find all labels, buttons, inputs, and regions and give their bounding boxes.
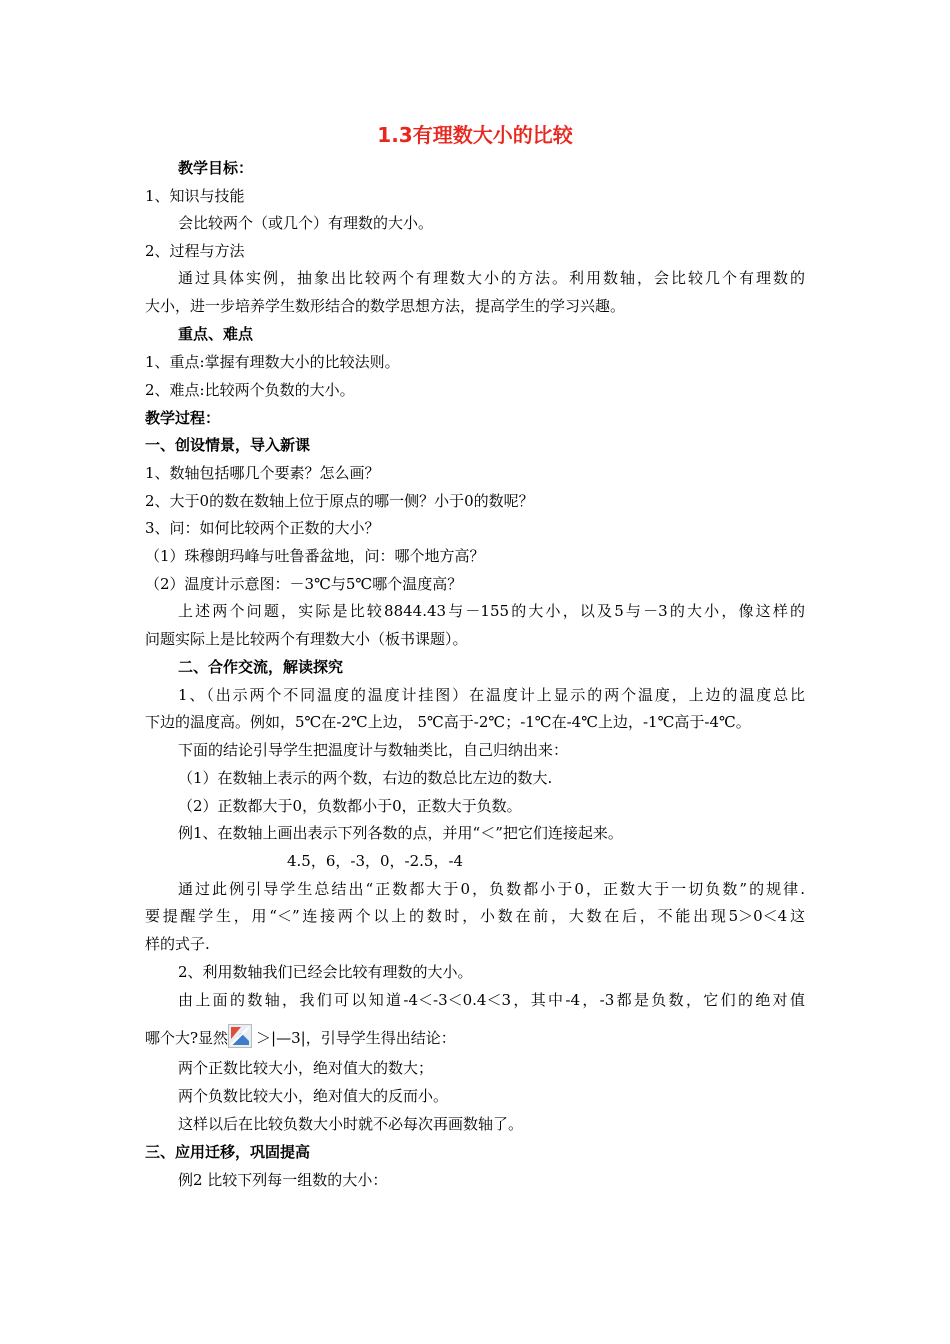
paragraph-line: 2、大于0的数在数轴上位于原点的哪一侧？小于0的数呢？ (145, 492, 534, 510)
paragraph-line: 例1、在数轴上画出表示下列各数的点，并用“＜”把它们连接起来。 (178, 824, 623, 842)
paragraph-line: 1、重点:掌握有理数大小的比较法则。 (145, 353, 400, 371)
paragraph-line: 会比较两个（或几个）有理数的大小。 (178, 214, 434, 232)
paragraph-line: 要提醒学生，用“＜”连接两个以上的数时，小数在前，大数在后，不能出现5＞0＜4这 (145, 907, 805, 925)
paragraph-line: 通过具体实例，抽象出比较两个有理数大小的方法。利用数轴，会比较几个有理数的 (178, 269, 805, 287)
paragraph-line: 1、（出示两个不同温度的温度计挂图）在温度计上显示的两个温度，上边的温度总比 (178, 686, 805, 704)
broken-image-icon (228, 1024, 252, 1048)
paragraph-line: 两个正数比较大小，绝对值大的数大； (178, 1059, 434, 1077)
paragraph-line-with-image (145, 1024, 456, 1047)
example-numbers: 4.5，6，-3，0，-2.5，-4 (287, 852, 464, 870)
inline-text: 哪个大?显然 (145, 1029, 229, 1047)
paragraph-line: 问题实际上是比较两个有理数大小（板书课题）。 (145, 630, 468, 648)
paragraph-line: 两个负数比较大小，绝对值大的反而小。 (178, 1087, 449, 1105)
paragraph-line: （2）正数都大于0，负数都小于0，正数大于负数。 (178, 797, 522, 815)
paragraph-line: 1、数轴包括哪几个要素？怎么画？ (145, 464, 380, 482)
paragraph-line: 大小，进一步培养学生数形结合的数学思想方法，提高学生的学习兴趣。 (145, 297, 626, 315)
document-title: 1.3有理数大小的比较 (377, 123, 573, 147)
paragraph-line: （1）在数轴上表示的两个数，右边的数总比左边的数大. (178, 769, 553, 787)
paragraph-line: 上述两个问题，实际是比较8844.43与－155的大小，以及5与－3的大小，像这样的 (178, 602, 805, 620)
paragraph-line: 1、知识与技能 (145, 187, 245, 205)
paragraph-line: 下边的温度高。例如，5℃在-2℃上边， 5℃高于-2℃；-1℃在-4℃上边，-1℃高于-4℃。 (145, 713, 751, 731)
paragraph-line: 2、利用数轴我们已经会比较有理数的大小。 (178, 963, 473, 981)
heading-section-2: 二、合作交流，解读探究 (178, 658, 344, 676)
heading-teaching-goals: 教学目标： (178, 159, 254, 177)
paragraph-line: 例2 比较下列每一组数的大小： (178, 1171, 388, 1189)
paragraph-line: 这样以后在比较负数大小时就不必每次再画数轴了。 (178, 1115, 524, 1133)
heading-section-1: 一、创设情景，导入新课 (145, 436, 311, 454)
paragraph-line: 通过此例引导学生总结出“正数都大于0，负数都小于0，正数大于一切负数”的规律. (178, 880, 805, 898)
paragraph-line: 3、问：如何比较两个正数的大小？ (145, 519, 380, 537)
paragraph-line: 2、过程与方法 (145, 242, 245, 260)
heading-teaching-process: 教学过程： (145, 409, 221, 427)
paragraph-line: （2）温度计示意图：－3℃与5℃哪个温度高？ (145, 575, 463, 593)
heading-key-points: 重点、难点 (178, 325, 254, 343)
paragraph-line: 样的式子. (145, 935, 210, 953)
paragraph-line: 下面的结论引导学生把温度计与数轴类比，自己归纳出来： (178, 741, 569, 759)
paragraph-line: 由上面的数轴，我们可以知道-4＜-3＜0.4＜3，其中-4，-3都是负数，它们的绝对值 (178, 991, 805, 1009)
paragraph-line: （1）珠穆朗玛峰与吐鲁番盆地，问：哪个地方高？ (145, 547, 485, 565)
heading-section-3: 三、应用迁移，巩固提高 (145, 1143, 311, 1161)
inline-text: ＞|—3|，引导学生得出结论： (256, 1029, 456, 1047)
paragraph-line: 2、难点:比较两个负数的大小。 (145, 381, 355, 399)
